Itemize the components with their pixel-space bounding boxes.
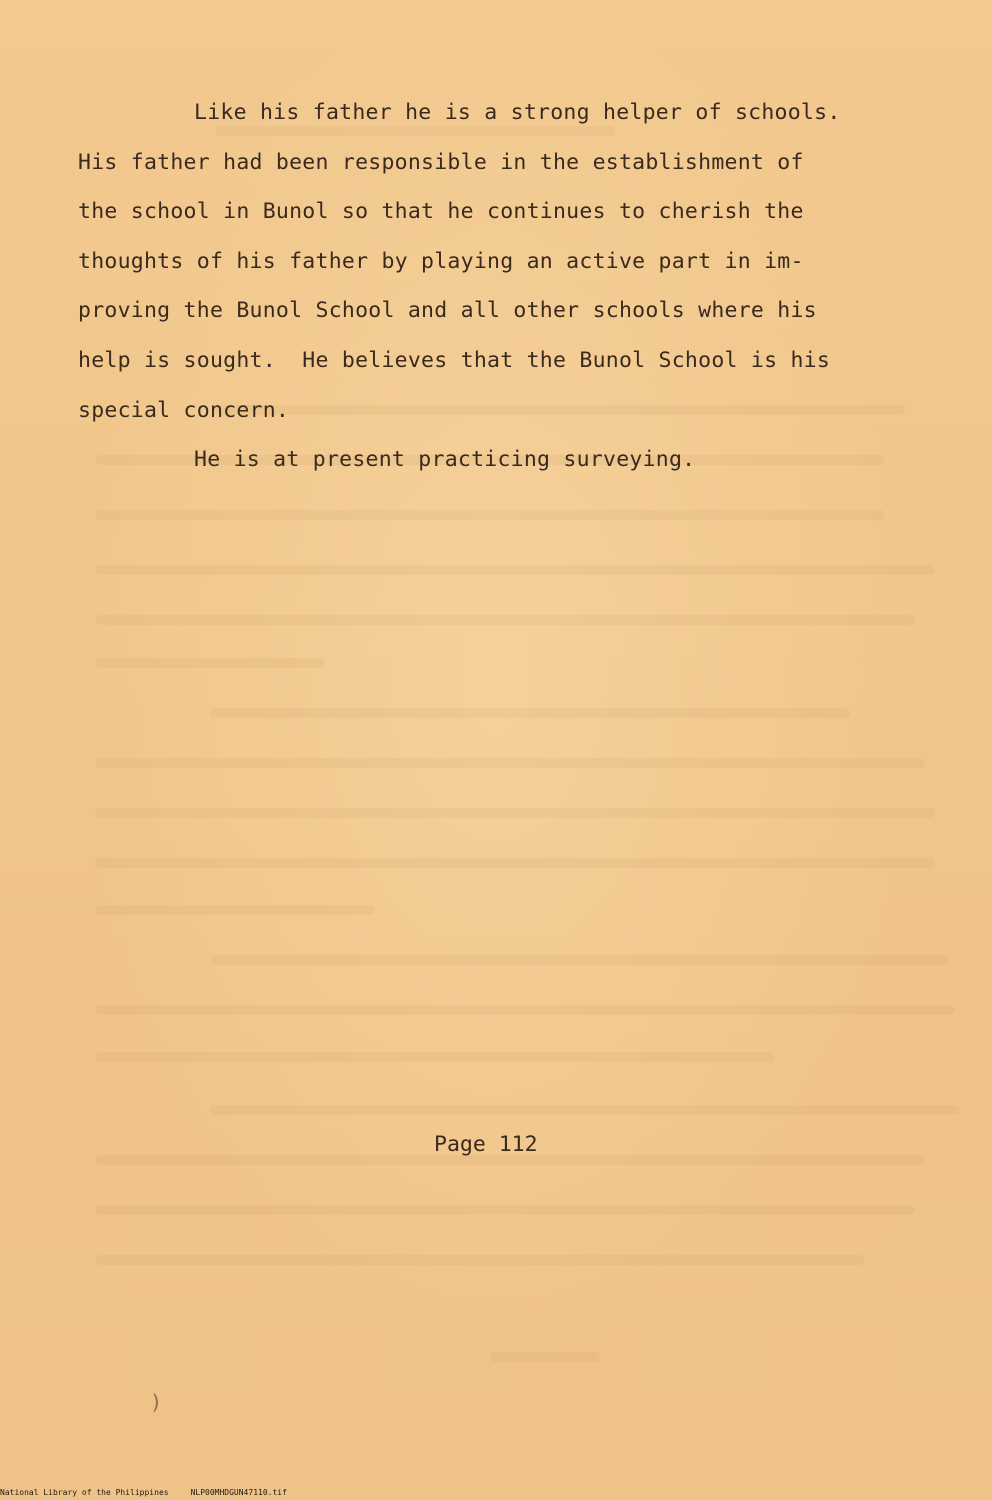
document-body [78, 88, 938, 485]
page-number: Page 112 [434, 1132, 538, 1157]
paragraph-1-line-2: His father had been responsible in the establishment of [78, 149, 804, 175]
paragraph-1-line-6: help is sought. He believes that the Bunol School is his [78, 347, 831, 373]
paragraph-1-line-3: the school in Bunol so that he continues to cherish the [78, 199, 804, 225]
paragraph-2-line-1: He is at present practicing surveying. [194, 447, 696, 473]
scan-footer [0, 1488, 287, 1498]
paragraph-1-line-7: special concern. [78, 397, 290, 423]
footer-library: National Library of the Philippines [0, 1488, 169, 1497]
paragraph-1-line-4: thoughts of his father by playing an active part in im- [78, 248, 804, 274]
footer-filename: NLP00MHDGUN47110.tif [190, 1488, 287, 1497]
paragraph-1-line-1: Like his father he is a strong helper of schools. [194, 100, 841, 125]
pencil-mark: ) [150, 1390, 163, 1414]
paragraph-1-line-5: proving the Bunol School and all other schools where his [78, 298, 817, 324]
